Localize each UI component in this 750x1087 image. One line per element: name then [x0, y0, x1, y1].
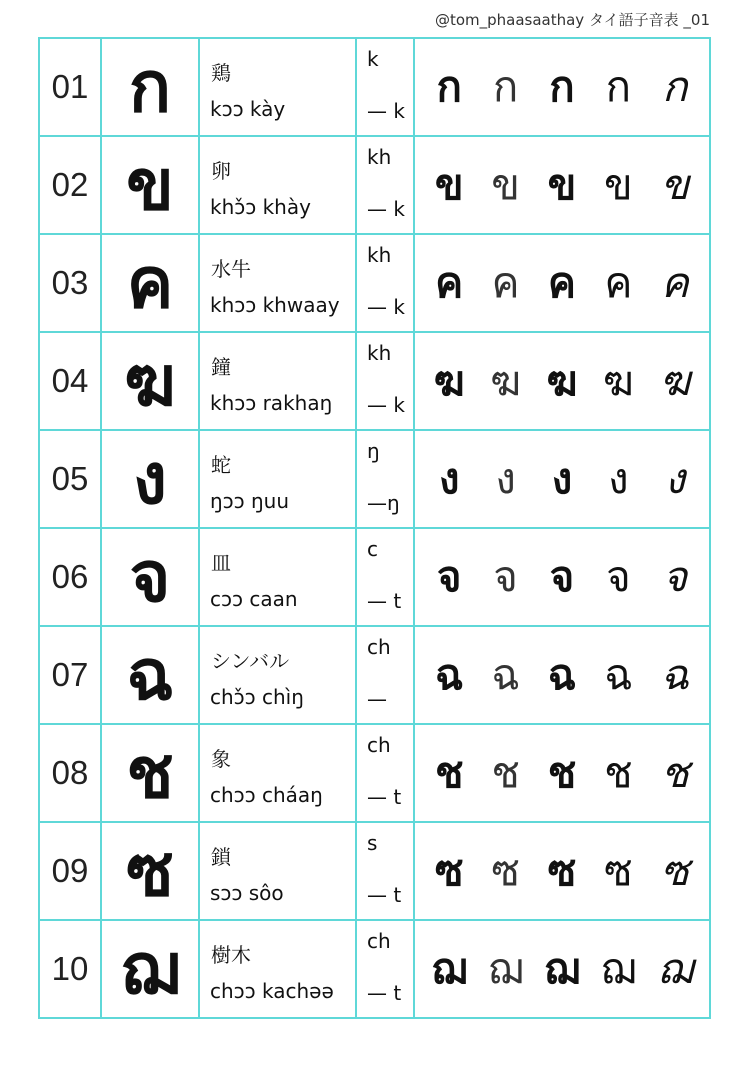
row-number: 10	[39, 920, 101, 1018]
font-variant-glyph: ง	[608, 455, 629, 502]
sound-cell	[356, 724, 414, 822]
font-variants-cell	[414, 136, 710, 234]
font-variant-glyph: ข	[434, 160, 464, 209]
consonant-letter: ค	[101, 234, 199, 332]
final-sound: — t	[367, 589, 402, 613]
font-variant-glyph: ก	[436, 62, 462, 111]
font-variant-glyph: ฆ	[659, 356, 691, 405]
initial-sound: ŋ	[367, 439, 380, 463]
consonant-letter: ฆ	[101, 332, 199, 430]
row-number: 02	[39, 136, 101, 234]
font-variant-glyph: ก	[492, 62, 519, 111]
font-variants	[415, 944, 709, 993]
font-variant-glyph: ฆ	[602, 357, 634, 404]
word-cell	[199, 332, 356, 430]
word-meaning: 水牛	[211, 257, 251, 281]
initial-sound: kh	[367, 341, 392, 365]
sound-cell	[356, 822, 414, 920]
word-cell	[199, 234, 356, 332]
word-cell	[199, 626, 356, 724]
row-number: 05	[39, 430, 101, 528]
sound-cell	[356, 528, 414, 626]
consonant-letter: ง	[101, 430, 199, 528]
final-sound: —ŋ	[367, 491, 400, 515]
word-meaning: 皿	[211, 551, 231, 575]
consonant-row	[39, 234, 710, 332]
word-romanization: khɔɔ khwaay	[210, 293, 340, 317]
consonant-row	[39, 920, 710, 1018]
font-variant-glyph: ฌ	[487, 944, 524, 993]
consonant-letter: ฌ	[101, 920, 199, 1018]
sound-cell	[356, 626, 414, 724]
font-variants	[415, 748, 709, 797]
word-romanization: chɔ̌ɔ chìŋ	[210, 685, 304, 709]
row-number: 07	[39, 626, 101, 724]
font-variant-glyph: ค	[660, 258, 689, 307]
row-number: 01	[39, 38, 101, 136]
font-variant-glyph: ข	[491, 160, 520, 209]
word-meaning: 卵	[211, 159, 231, 183]
consonant-row	[39, 528, 710, 626]
font-variants-cell	[414, 822, 710, 920]
font-variant-glyph: ค	[491, 258, 520, 307]
sound-cell	[356, 920, 414, 1018]
font-variants-cell	[414, 38, 710, 136]
word-cell	[199, 724, 356, 822]
font-variant-glyph: ง	[664, 454, 686, 503]
consonant-letter: ฉ	[101, 626, 199, 724]
consonant-row	[39, 724, 710, 822]
font-variant-glyph: ก	[605, 63, 632, 110]
font-variants	[415, 62, 709, 111]
font-variant-glyph: ฉ	[660, 650, 690, 699]
font-variant-glyph: ฉ	[547, 650, 577, 699]
word-cell	[199, 822, 356, 920]
font-variant-glyph: ซ	[604, 847, 633, 894]
font-variant-glyph: ช	[660, 748, 690, 797]
word-meaning: 象	[211, 747, 231, 771]
font-variant-glyph: จ	[662, 552, 688, 601]
final-sound: — t	[367, 883, 402, 907]
initial-sound: kh	[367, 145, 392, 169]
font-variant-glyph: ข	[660, 160, 690, 209]
font-variant-glyph: ฌ	[544, 944, 580, 993]
word-romanization: cɔɔ caan	[210, 587, 298, 611]
font-variant-glyph: จ	[549, 552, 575, 601]
word-cell	[199, 528, 356, 626]
font-variant-glyph: จ	[606, 553, 631, 600]
font-variant-glyph: ช	[434, 748, 464, 797]
font-variant-glyph: ซ	[491, 846, 520, 895]
word-meaning: シンバル	[211, 649, 290, 673]
consonant-row	[39, 626, 710, 724]
consonant-row	[39, 136, 710, 234]
font-variant-glyph: ง	[438, 454, 460, 503]
word-romanization: chɔɔ kachəə	[210, 979, 334, 1003]
font-variant-glyph: ค	[435, 258, 464, 307]
final-sound: — k	[367, 393, 405, 417]
font-variant-glyph: ฌ	[600, 945, 637, 992]
word-meaning: 鶏	[211, 61, 231, 85]
font-variant-glyph: ค	[604, 259, 633, 306]
header-credit: @tom_phaasaathay タイ語子音表 _01	[434, 11, 710, 29]
font-variant-glyph: ก	[549, 62, 575, 111]
font-variant-glyph: ฉ	[491, 650, 520, 699]
font-variant-glyph: ฌ	[656, 944, 693, 993]
font-variants-cell	[414, 430, 710, 528]
consonant-table	[38, 37, 711, 1019]
font-variants	[415, 258, 709, 307]
consonant-row	[39, 38, 710, 136]
consonant-row	[39, 822, 710, 920]
font-variants-cell	[414, 626, 710, 724]
font-variants-cell	[414, 332, 710, 430]
consonant-row	[39, 332, 710, 430]
font-variant-glyph: ก	[662, 62, 688, 111]
font-variant-glyph: ช	[491, 748, 520, 797]
font-variant-glyph: ซ	[434, 846, 464, 895]
word-romanization: chɔɔ cháaŋ	[210, 783, 323, 807]
row-number: 06	[39, 528, 101, 626]
font-variant-glyph: จ	[436, 552, 462, 601]
word-romanization: khɔɔ rakhaŋ	[210, 391, 333, 415]
sound-cell	[356, 136, 414, 234]
word-romanization: ŋɔɔ ŋuu	[210, 489, 290, 513]
final-sound: —	[367, 687, 387, 711]
font-variants-cell	[414, 920, 710, 1018]
row-number: 04	[39, 332, 101, 430]
sound-cell	[356, 430, 414, 528]
font-variant-glyph: ฉ	[604, 651, 633, 698]
initial-sound: ch	[367, 733, 391, 757]
sound-cell	[356, 38, 414, 136]
font-variant-glyph: ฉ	[434, 650, 464, 699]
font-variants	[415, 160, 709, 209]
font-variants-cell	[414, 528, 710, 626]
word-romanization: kɔɔ kày	[210, 97, 286, 121]
font-variant-glyph: ง	[551, 454, 573, 503]
font-variant-glyph: ฌ	[431, 944, 468, 993]
consonant-letter: ข	[101, 136, 199, 234]
font-variant-glyph: ข	[547, 160, 577, 209]
initial-sound: kh	[367, 243, 392, 267]
font-variant-glyph: ซ	[660, 846, 690, 895]
final-sound: — k	[367, 197, 405, 221]
word-cell	[199, 430, 356, 528]
final-sound: — t	[367, 981, 402, 1005]
word-cell	[199, 136, 356, 234]
row-number: 08	[39, 724, 101, 822]
initial-sound: s	[367, 831, 378, 855]
consonant-letter: จ	[101, 528, 199, 626]
word-romanization: khɔ̌ɔ khày	[210, 195, 311, 219]
font-variant-glyph: ค	[547, 258, 577, 307]
word-meaning: 鐘	[211, 355, 231, 379]
word-meaning: 蛇	[211, 453, 231, 477]
word-meaning: 樹木	[211, 943, 251, 967]
word-cell	[199, 38, 356, 136]
sound-cell	[356, 234, 414, 332]
font-variants-cell	[414, 234, 710, 332]
font-variants	[415, 552, 709, 601]
font-variants-cell	[414, 724, 710, 822]
initial-sound: k	[367, 47, 379, 71]
initial-sound: c	[367, 537, 378, 561]
initial-sound: ch	[367, 635, 391, 659]
word-cell	[199, 920, 356, 1018]
row-number: 09	[39, 822, 101, 920]
font-variant-glyph: ซ	[547, 846, 577, 895]
font-variant-glyph: จ	[493, 552, 518, 601]
final-sound: — k	[367, 99, 405, 123]
font-variant-glyph: ฆ	[546, 356, 578, 405]
font-variant-glyph: ฆ	[490, 356, 522, 405]
initial-sound: ch	[367, 929, 391, 953]
consonant-row	[39, 430, 710, 528]
font-variant-glyph: ฆ	[433, 356, 465, 405]
row-number: 03	[39, 234, 101, 332]
font-variants	[415, 454, 709, 503]
consonant-letter: ก	[101, 38, 199, 136]
consonant-letter: ซ	[101, 822, 199, 920]
final-sound: — t	[367, 785, 402, 809]
font-variants	[415, 650, 709, 699]
font-variants	[415, 356, 709, 405]
word-romanization: sɔɔ sôo	[210, 881, 284, 905]
word-meaning: 鎖	[211, 845, 231, 869]
font-variant-glyph: ง	[495, 454, 516, 503]
sound-cell	[356, 332, 414, 430]
font-variant-glyph: ข	[604, 161, 633, 208]
final-sound: — k	[367, 295, 405, 319]
font-variant-glyph: ช	[547, 748, 577, 797]
consonant-table-body	[39, 38, 710, 1018]
font-variants	[415, 846, 709, 895]
font-variant-glyph: ช	[604, 749, 633, 796]
consonant-letter: ช	[101, 724, 199, 822]
